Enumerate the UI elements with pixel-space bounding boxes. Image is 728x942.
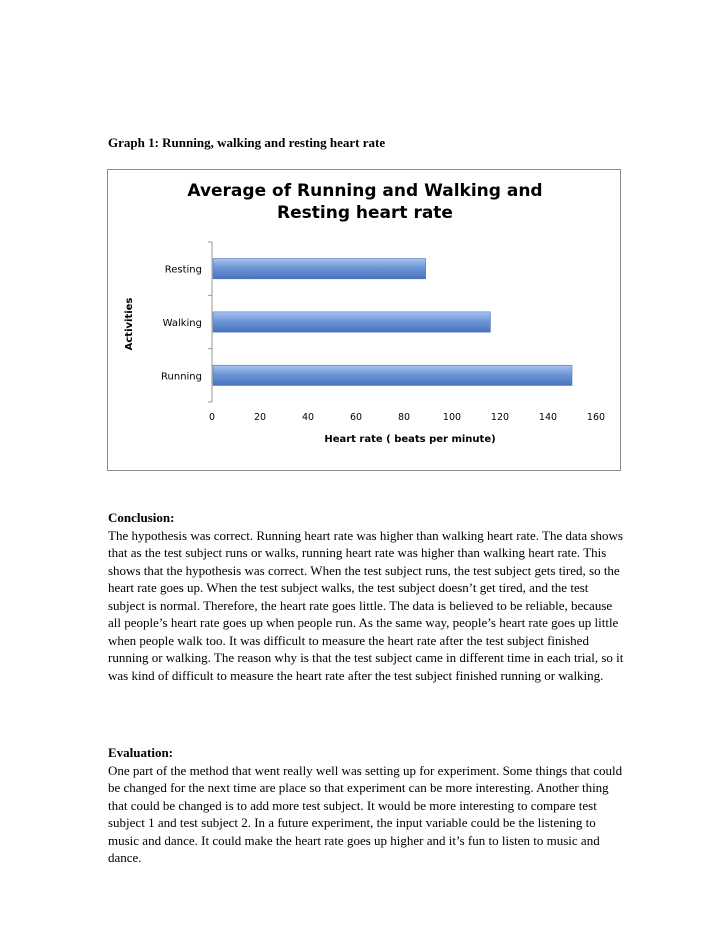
x-tick-label: 140: [538, 412, 558, 423]
x-tick-label: 60: [349, 412, 363, 423]
chart-title-line-2: Resting heart rate: [277, 203, 453, 223]
graph-caption: Graph 1: Running, walking and resting heart rate: [108, 135, 386, 150]
bar-walking: [213, 312, 490, 332]
x-tick-label: 80: [397, 412, 411, 423]
evaluation-heading: Evaluation:: [108, 745, 174, 760]
bar-resting: [213, 259, 426, 279]
x-axis-label: Heart rate ( beats per minute): [324, 434, 496, 445]
x-tick-label: 100: [442, 412, 462, 423]
bar-running: [213, 365, 572, 385]
x-tick-label: 0: [208, 412, 216, 423]
y-axis-label: Activities: [124, 297, 135, 351]
chart-title-line-1: Average of Running and Walking and: [187, 181, 543, 201]
x-tick-label: 120: [490, 412, 510, 423]
conclusion-heading: Conclusion:: [108, 510, 175, 525]
evaluation-section: [108, 744, 628, 867]
evaluation-body: One part of the method that went really well was setting up for experiment. Some things that could be changed for the next time are place so that experiment can be more interesting. Another thing that could be changed is to add more test subject. It would be more interesting to compare test subject 1 and test subject 2. In a future experiment, the input variable could be the listening to music and dance. It could make the heart rate goes up higher and it’s fun to listen to music and dance.: [108, 762, 623, 865]
category-label-running: Running: [161, 371, 202, 383]
category-label-resting: Resting: [164, 264, 202, 276]
x-tick-label: 160: [586, 412, 606, 423]
x-tick-label: 20: [253, 412, 267, 423]
category-label-walking: Walking: [162, 318, 202, 329]
conclusion-section: [108, 509, 628, 684]
x-tick-label: 40: [301, 412, 315, 423]
bar-chart: [107, 169, 621, 471]
conclusion-body: The hypothesis was correct. Running heart rate was higher than walking heart rate. The data shows that as the test subject runs or walks, running heart rate was higher than walking heart rate. This shows that the hypothesis was correct. When the test subject runs, the test subject gets tired, so the heart rate goes up. When the test subject walks, the test subject doesn’t get tired, and the test subject is normal. Therefore, the heart rate goes little. The data is believed to be reliable, because all people’s heart rate goes up when people run. As the same way, people’s heart rate goes up little when people walk too. It was difficult to measure the heart rate after the test subject finished running or walking. The reason why is that the test subject came in different time in each trial, so it was kind of difficult to measure the heart rate after the test subject finished running or walking.: [108, 527, 624, 683]
chart-plot: [108, 170, 622, 472]
